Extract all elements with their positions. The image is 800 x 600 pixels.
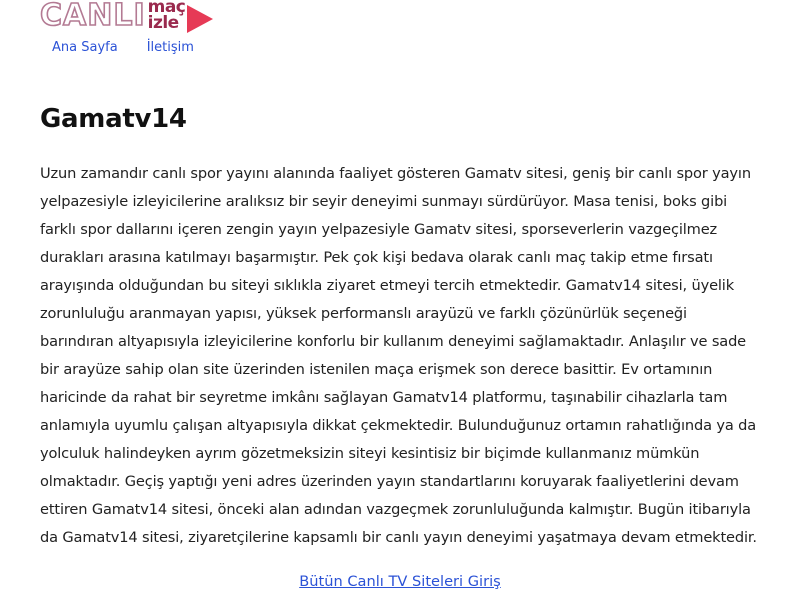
all-live-tv-sites-link[interactable]: Bütün Canlı TV Siteleri Giriş bbox=[299, 573, 501, 590]
play-triangle-icon bbox=[187, 5, 213, 33]
site-logo[interactable] bbox=[40, 0, 213, 38]
article-paragraph: Uzun zamandır canlı spor yayını alanında faaliyet gösteren Gamatv sitesi, geniş bir canlı spor yayın yelpazesiyle izleyicilerine aralıksız bir seyir deneyimi sunmayı sürdürüyor. Masa tenisi, boks gibi farklı spor dallarını içeren zengin yayın yelpazesiyle Gamatv sitesi, sporseverlerin vazgeçilmez durakları arasına katılmayı başarmıştır. Pek çok kişi bedava olarak canlı maç takip etme fırsatı arayışında olduğundan bu siteyi sıklıkla ziyaret etmeyi tercih etmektedir. Gamatv14 sitesi, üyelik zorunluluğu aranmayan yapısı, yüksek performanslı arayüzü ve farklı çözünürlük seçeneği barındıran altyapısıyla izleyicilerine konforlu bir kullanım deneyimi sağlamaktadır. Anlaşılır ve sade bir arayüze sahip olan site üzerinden istenilen maça erişmek son derece basittir. Ev ortamının haricinde da rahat bir seyretme imkânı sağlayan Gamatv14 platformu, taşınabilir cihazlarla tam anlamıyla uyumlu çalışan altyapısıyla dikkat çekmektedir. Bulunduğunuz ortamın rahatlığında ya da yolculuk halindeyken ayrım gözetmeksizin siteyi kesintisiz bir biçimde kullanmanız mümkün olmaktadır. Geçiş yaptığı yeni adres üzerinden yayın standartlarını koruyarak faaliyetlerini devam ettiren Gamatv14 sitesi, önceki alan adından vazgeçmek zorunluluğunda kalmıştır. Bugün itibarıyla da Gamatv14 sitesi, ziyaretçilerine kapsamlı bir canlı yayın deneyimi yaşatmaya devam etmektedir. bbox=[40, 165, 757, 546]
main-nav bbox=[52, 40, 194, 55]
logo-word-izle: izle bbox=[147, 13, 179, 33]
logo-word-mac: maç bbox=[147, 0, 186, 18]
footer-link-container bbox=[0, 573, 800, 590]
logo-word-canli: CANLI bbox=[40, 0, 146, 33]
nav-link-contact[interactable]: İletişim bbox=[146, 40, 194, 55]
nav-link-home[interactable]: Ana Sayfa bbox=[52, 40, 118, 55]
logo-word-stack bbox=[148, 0, 186, 31]
page-title: Gamatv14 bbox=[40, 104, 187, 134]
